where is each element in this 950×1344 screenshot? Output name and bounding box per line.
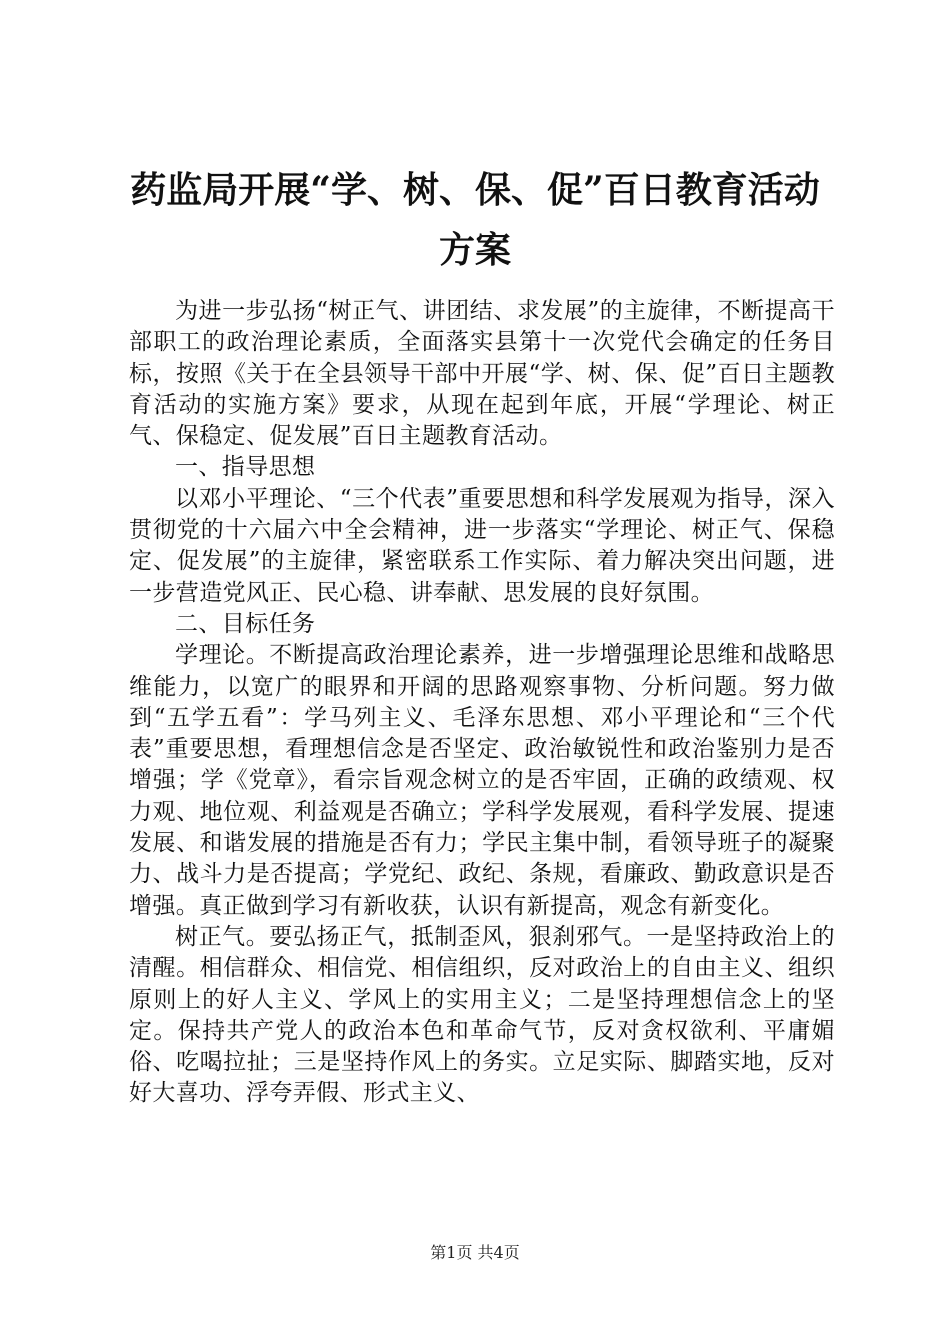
title-line-1: 药监局开展“学、树、保、促”百日教育活动 <box>130 169 820 211</box>
page-footer: 第1页 共4页 <box>430 1243 520 1262</box>
intro-paragraph: 为进一步弘扬“树正气、讲团结、求发展”的主旋律，不断提高干部职工的政治理论素质，全面落实县第十一次党代会确定的任务目标，按照《关于在全县领导干部中开展“学、树、保、促”百日主题教育活动的实施方案》要求，从现在起到年底，开展“学理论、树正气、保稳定、促发展”百日主题教育活动。 <box>129 298 835 450</box>
document-body <box>129 296 835 1110</box>
guiding-thought-paragraph: 以邓小平理论、“三个代表”重要思想和科学发展观为指导，深入贯彻党的十六届六中全会精神，进一步落实“学理论、树正气、保稳定、促发展”的主旋律，紧密联系工作实际、着力解决突出问题，进一步营造党风正、民心稳、讲奉献、思发展的良好氛围。 <box>129 485 835 606</box>
title-line-2: 方案 <box>438 229 511 271</box>
document-title <box>110 160 840 280</box>
study-theory-paragraph: 学理论。不断提高政治理论素养，进一步增强理论思维和战略思维能力，以宽广的眼界和开阔的思路观察事物、分析问题。努力做到“五学五看”：学马列主义、毛泽东思想、邓小平理论和“三个代表”重要思想，看理想信念是否坚定、政治敏锐性和政治鉴别力是否增强；学《党章》，看宗旨观念树立的是否牢固，正确的政绩观、权力观、地位观、利益观是否确立；学科学发展观，看科学发展、提速发展、和谐发展的措施是否有力；学民主集中制，看领导班子的凝聚力、战斗力是否提高；学党纪、政纪、条规，看廉政、勤政意识是否增强。真正做到学习有新收获，认识有新提高，观念有新变化。 <box>129 642 835 919</box>
section-heading-guiding-thought: 一、指导思想 <box>175 454 316 481</box>
section-heading-goals-tasks: 二、目标任务 <box>175 610 316 637</box>
uphold-integrity-paragraph: 树正气。要弘扬正气，抵制歪风，狠刹邪气。一是坚持政治上的清醒。相信群众、相信党、相信组织，反对政治上的自由主义、组织原则上的好人主义、学风上的实用主义；二是坚持理想信念上的坚定。保持共产党人的政治本色和革命气节，反对贪权欲利、平庸媚俗、吃喝拉扯；三是坚持作风上的务实。立足实际、脚踏实地，反对好大喜功、浮夸弄假、形式主义、 <box>129 923 835 1107</box>
